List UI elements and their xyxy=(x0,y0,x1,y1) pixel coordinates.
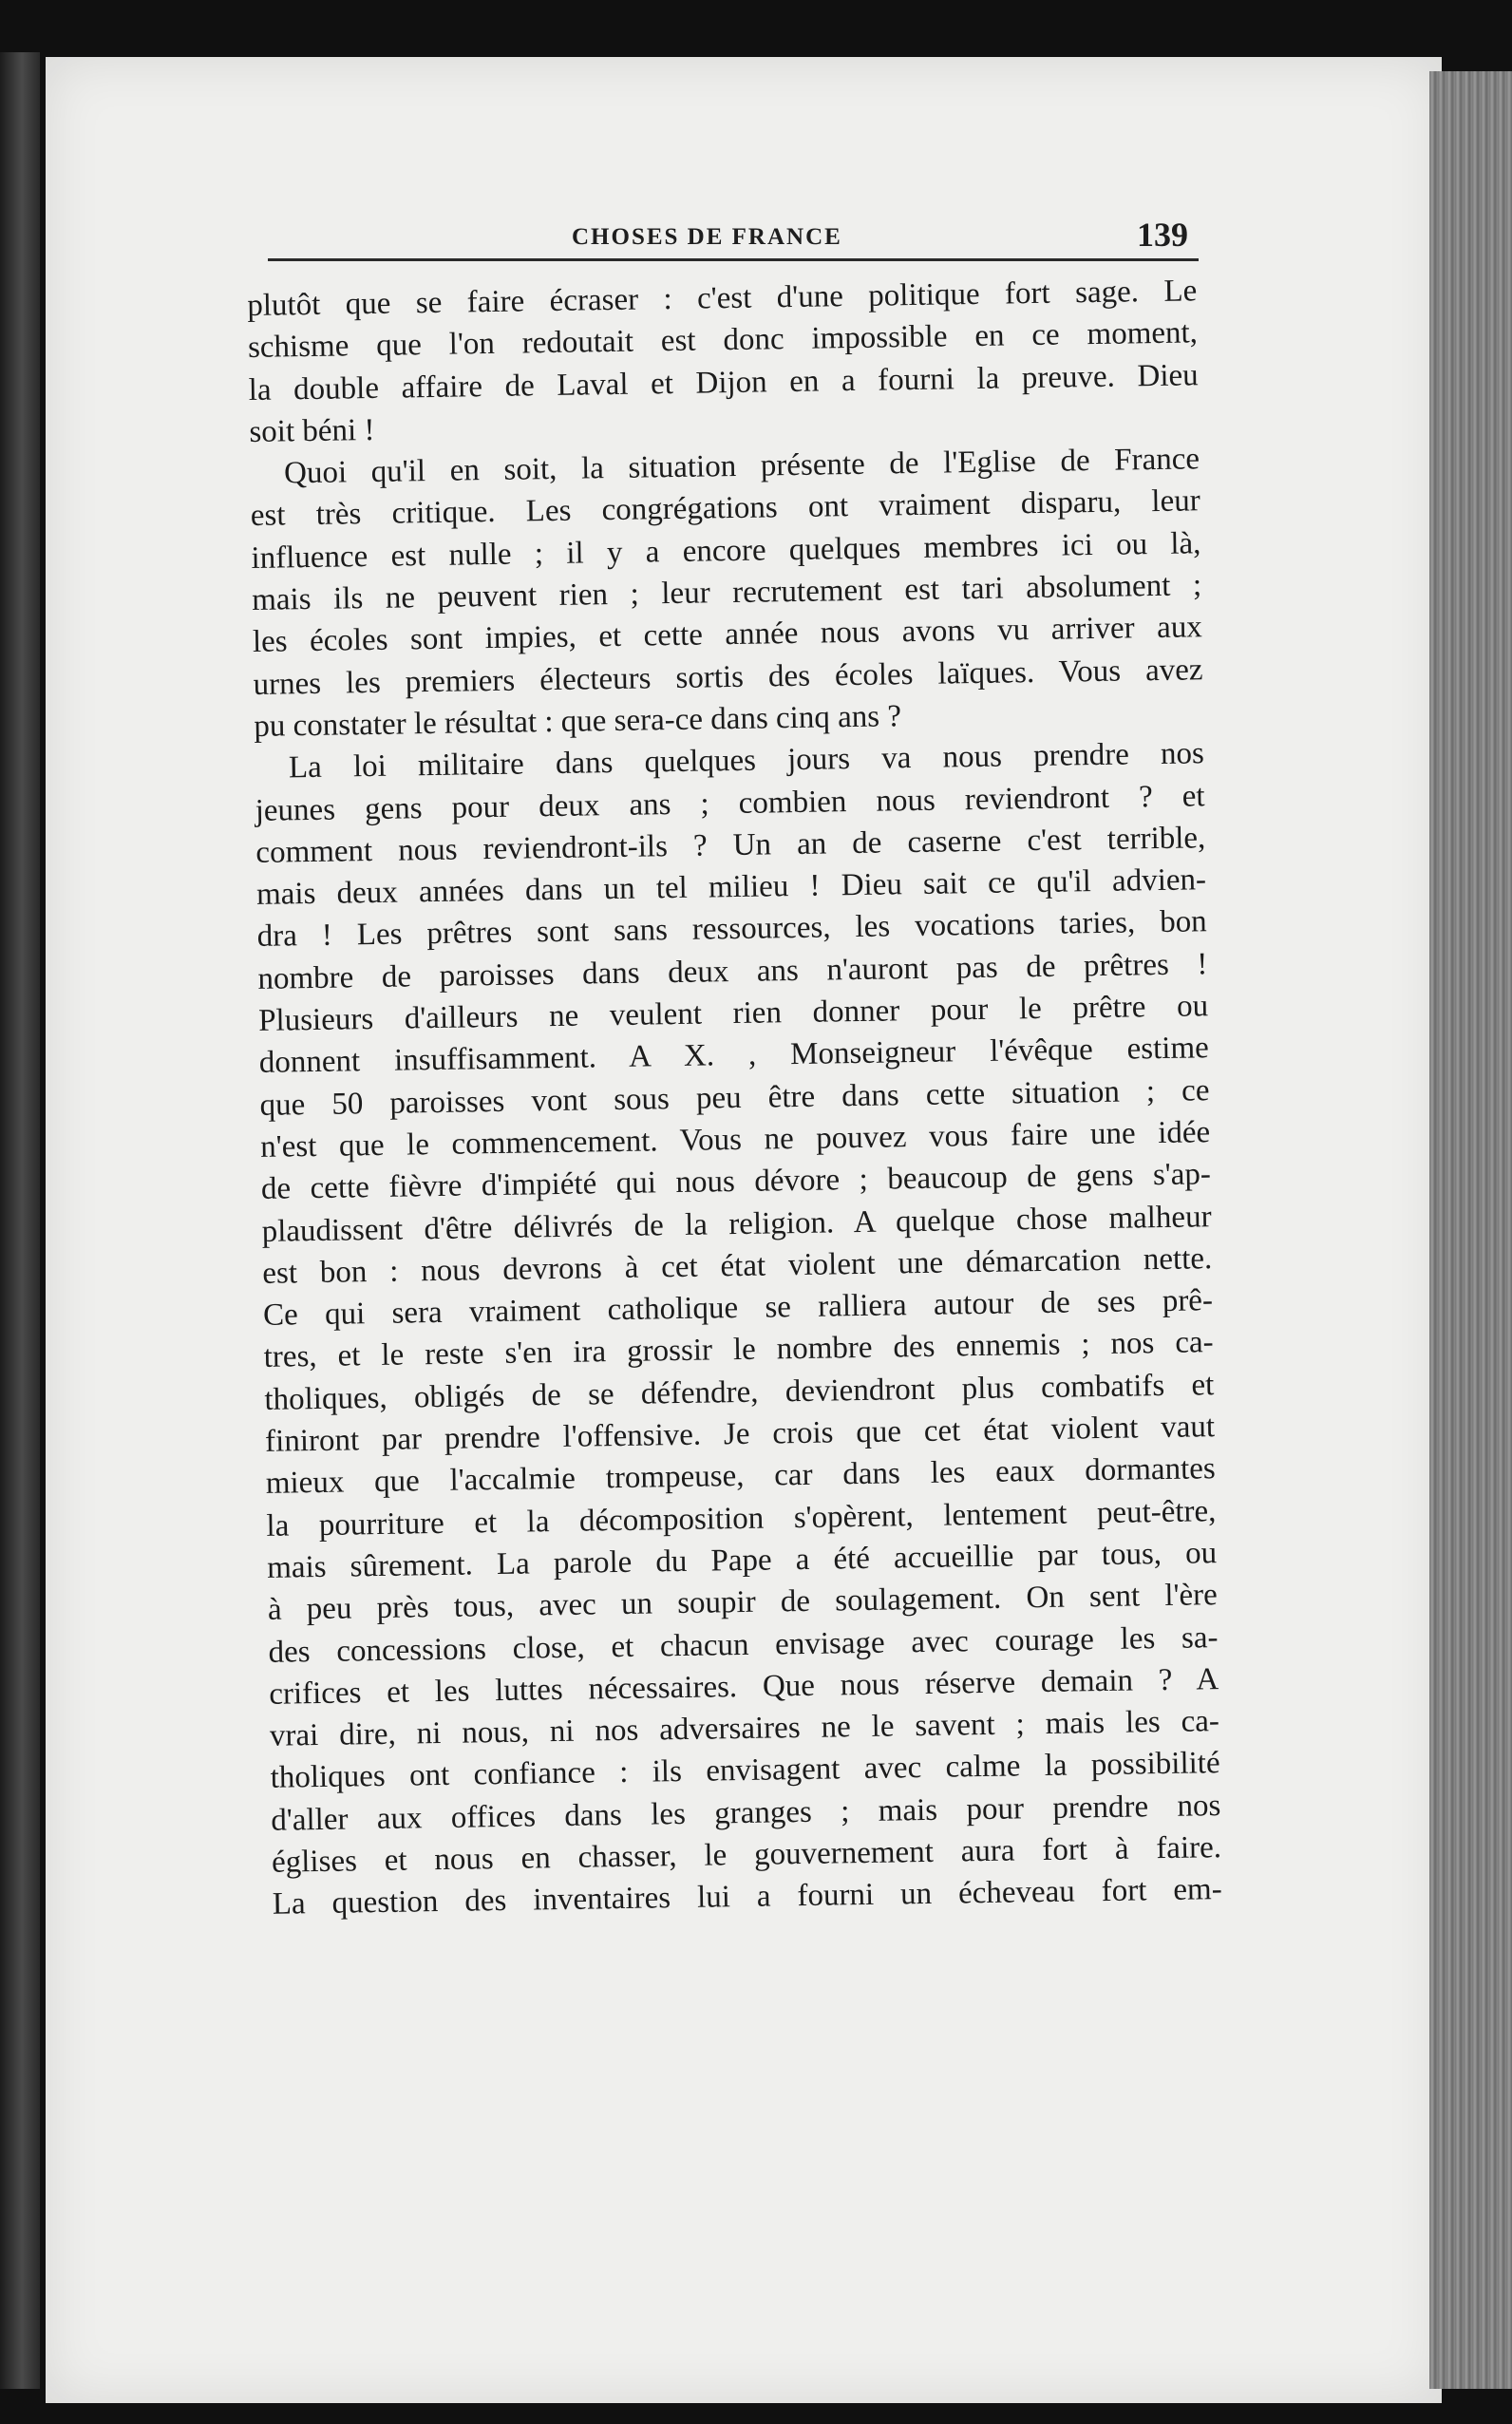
text-line: nombre de paroisses dans deux ans n'auront pas de prêtres ! xyxy=(257,946,1208,996)
body-text xyxy=(247,270,1222,1925)
text-line: crifices et les luttes nécessaires. Que nous réserve demain ? A xyxy=(269,1661,1219,1712)
text-line: mais deux années dans un tel milieu ! Dieu sait ce qu'il advien- xyxy=(255,862,1207,913)
text-line: que 50 paroisses vont sous peu être dans cette situation ; ce xyxy=(259,1072,1210,1123)
text-line: n'est que le commencement. Vous ne pouvez vous faire une idée xyxy=(259,1115,1211,1165)
text-line: d'aller aux offices dans les granges ; mais pour prendre nos xyxy=(271,1788,1221,1838)
text-line: plaudissent d'être délivrés de la religion. A quelque chose malheur xyxy=(261,1199,1212,1249)
text-line: églises et nous en chasser, le gouvernement aura fort à faire. xyxy=(271,1830,1222,1880)
text-line: urnes les premiers électeurs sortis des écoles laïques. Vous avez xyxy=(253,652,1203,702)
running-title: CHOSES DE FRANCE xyxy=(572,224,842,250)
text-line: schisme que l'on redoutait est donc impossible en ce moment, xyxy=(247,315,1199,366)
text-line: La loi militaire dans quelques jours va nous prendre nos xyxy=(288,736,1205,786)
text-line: comment nous reviendront-ils ? Un an de caserne c'est terrible, xyxy=(255,821,1206,870)
text-line: donnent insuffisamment. A X. , Monseigneur l'évêque estime xyxy=(258,1031,1210,1081)
text-line: jeunes gens pour deux ans ; combien nous reviendront ? et xyxy=(255,778,1205,828)
text-line: à peu près tous, avec un soupir de soulagement. On sent l'ère xyxy=(267,1578,1219,1628)
text-line: Plusieurs d'ailleurs ne veulent rien donner pour le prêtre ou xyxy=(257,989,1209,1038)
text-line: est bon : nous devrons à cet état violent une démarcation nette. xyxy=(262,1240,1213,1291)
page-stack-edge xyxy=(1429,71,1512,2389)
running-header xyxy=(268,216,1199,277)
text-line: mais sûrement. La parole du Pape a été accueillie par tous, ou xyxy=(266,1536,1218,1585)
text-line: la pourriture et la décomposition s'opèrent, lentement peut-être, xyxy=(266,1493,1217,1543)
text-line: tholiques, obligés de se défendre, deviendront plus combatifs et xyxy=(264,1367,1215,1417)
text-line: la double affaire de Laval et Dijon en a fourni la preuve. Dieu xyxy=(248,357,1199,407)
text-line: mais ils ne peuvent rien ; leur recrutement est tari absolument ; xyxy=(251,568,1202,618)
text-line: soit béni ! xyxy=(249,412,375,449)
text-line: Ce qui sera vraiment catholique se ralliera autour de ses prê- xyxy=(262,1283,1214,1333)
text-line: des concessions close, et chacun envisage avec courage les sa- xyxy=(268,1619,1219,1670)
text-line: de cette fièvre d'impiété qui nous dévore ; beaucoup de gens s'ap- xyxy=(260,1157,1212,1207)
text-line: finiront par prendre l'offensive. Je crois que cet état violent vaut xyxy=(264,1410,1216,1459)
text-line: vrai dire, ni nous, ni nos adversaires ne le savent ; mais les ca- xyxy=(269,1704,1220,1753)
text-line: Quoi qu'il en soit, la situation présente de l'Eglise de France xyxy=(283,442,1200,491)
text-line: les écoles sont impies, et cette année nous avons vu arriver aux xyxy=(252,610,1203,660)
text-line: tres, et le reste s'en ira grossir le nombre des ennemis ; nos ca- xyxy=(263,1325,1214,1375)
text-line: dra ! Les prêtres sont sans ressources, les vocations taries, bon xyxy=(256,904,1207,955)
text-line: plutôt que se faire écraser : c'est d'une politique fort sage. Le xyxy=(247,274,1198,323)
text-line: est très critique. Les congrégations ont vraiment disparu, leur xyxy=(250,483,1200,534)
text-line: mieux que l'accalmie trompeuse, car dans les eaux dormantes xyxy=(265,1451,1216,1502)
page-number: 139 xyxy=(1137,216,1188,254)
header-rule xyxy=(268,258,1199,261)
text-line: pu constater le résultat : que sera-ce dans cinq ans ? xyxy=(254,699,902,744)
text-line: La question des inventaires lui a fourni un écheveau fort em- xyxy=(272,1872,1222,1922)
adjacent-page-edge xyxy=(0,52,40,2389)
text-line: influence est nulle ; il y a encore quelques membres ici ou là, xyxy=(251,526,1201,576)
text-line: tholiques ont confiance : ils envisagent avec calme la possibilité xyxy=(270,1746,1220,1796)
